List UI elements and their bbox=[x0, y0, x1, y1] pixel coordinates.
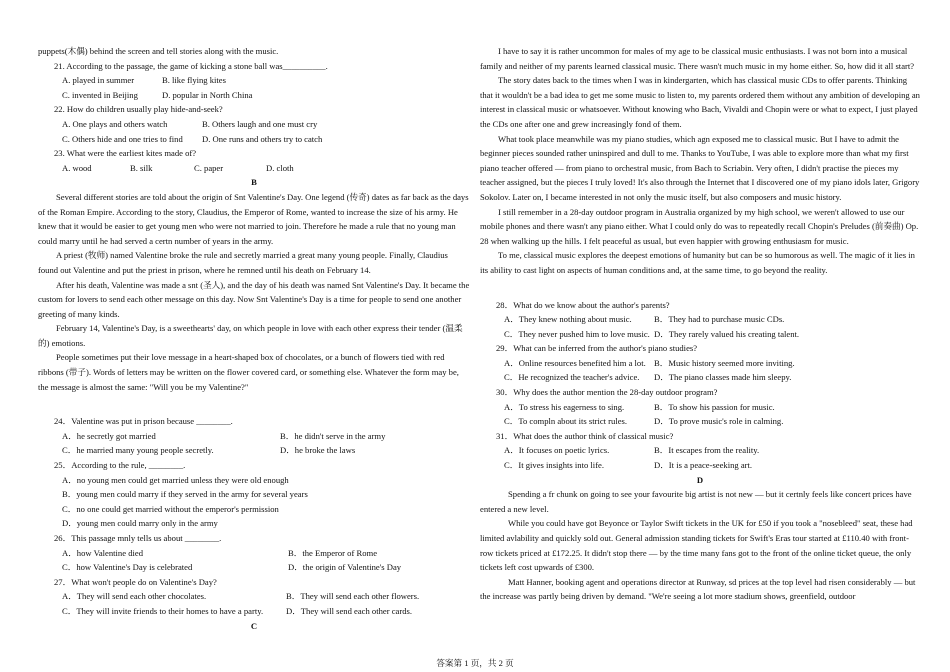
right-column bbox=[480, 44, 920, 604]
q30-option-d: D．To prove music's role in calming. bbox=[654, 416, 784, 427]
question-31: 31．What does the author think of classical music? bbox=[496, 430, 674, 441]
q27-option-c: C．They will invite friends to their homes to have a party. bbox=[62, 605, 264, 616]
q21-option-c: C. invented in Beijing bbox=[62, 89, 138, 100]
q31-option-c: C．It gives insights into life. bbox=[504, 460, 605, 471]
q21-option-d: D. popular in North China bbox=[162, 89, 253, 100]
question-28: 28．What do we know about the author's parents? bbox=[496, 299, 670, 310]
q26-option-d: D．the origin of Valentine's Day bbox=[288, 562, 402, 573]
q30-option-c: C．To compln about its strict rules. bbox=[504, 416, 628, 427]
q27-option-b: B．They will send each other flowers. bbox=[286, 591, 420, 602]
question-24: 24．Valentine was put in prison because ________. bbox=[54, 416, 233, 427]
q26-option-c: C．how Valentine's Day is celebrated bbox=[62, 562, 193, 573]
question-23: 23. What were the earliest kites made of? bbox=[54, 148, 197, 159]
q24-options bbox=[38, 429, 470, 458]
passage-c-paragraph-5: To me, classical music explores the deepest emotions of humanity but can be so humorous as well. The magic of it lies in its ability to cast light on aspects of human conditions and, at the same time, to go beyond the reality. bbox=[480, 250, 915, 275]
passage-c-paragraph-1: I have to say it is rather uncommon for males of my age to be classical music enthusiasts. I was not born into a musical family and neither of my parents learned classical music. There wasn't much music in my home either. So, how did it all start? bbox=[480, 46, 915, 71]
q29-option-b: B．Music history seemed more inviting. bbox=[654, 357, 795, 368]
q22-option-a: A. One plays and others watch bbox=[62, 118, 168, 129]
q30-option-b: B．To show his passion for music. bbox=[654, 401, 775, 412]
q27-options bbox=[38, 589, 470, 618]
q24-option-d: D．he broke the laws bbox=[280, 445, 356, 456]
q26-options bbox=[38, 546, 470, 575]
q27-option-d: D．They will send each other cards. bbox=[286, 605, 412, 616]
q25-option-d: D．young men could marry only in the army bbox=[62, 518, 218, 529]
q23-option-b: B. silk bbox=[130, 162, 153, 173]
q23-option-d: D. cloth bbox=[266, 162, 294, 173]
passage-c-paragraph-2: The story dates back to the times when I was in kindergarten, which has classical music CDs to offer parents. Thinking that it wouldn't be a bad idea to get me some music to listen to, my parents ordered them without any ambition of developing an interest in classical music or whatsoever. Without knowing who Bach, Vivaldi and Chopin were or what to expect, I just played the CDs one after one and grew increasingly fond of them. bbox=[480, 75, 920, 129]
q30-options bbox=[480, 400, 920, 429]
question-22: 22. How do children usually play hide-and-seek? bbox=[54, 104, 223, 115]
q26-option-a: A．how Valentine died bbox=[62, 547, 143, 558]
q28-option-a: A．They knew nothing about music. bbox=[504, 314, 632, 325]
q31-option-a: A．It focuses on poetic lyrics. bbox=[504, 445, 610, 456]
q26-option-b: B．the Emperor of Rome bbox=[288, 547, 378, 558]
q31-options bbox=[480, 443, 920, 472]
q28-option-b: B．They had to purchase music CDs. bbox=[654, 314, 785, 325]
q28-option-d: D．They rarely valued his creating talent. bbox=[654, 328, 800, 339]
passage-b-paragraph-1: Several different stories are told about the origin of Snt Valentine's Day. One legend (传奇) dates as far back as the days of the Roman Empire. According to the story, Claudius, the Emperor of Rome, wanted to increase the size of his army. He knew that it would be easier to get young men who were not married to join. Therefore he made a rule that no young man could marry until he had served a certn number of years in the army. bbox=[38, 191, 469, 246]
q21-option-b: B. like flying kites bbox=[162, 75, 226, 86]
question-26: 26．This passage mnly tells us about ________. bbox=[54, 533, 222, 543]
page-footer: 答案第 1 页，共 2 页 bbox=[436, 658, 514, 668]
q22-option-b: B. Others laugh and one must cry bbox=[202, 118, 318, 129]
question-30: 30．Why does the author mention the 28-day outdoor program? bbox=[496, 387, 718, 398]
q31-option-d: D．It is a peace-seeking art. bbox=[654, 460, 753, 471]
left-column bbox=[38, 44, 470, 633]
question-29: 29．What can be inferred from the author's piano studies? bbox=[496, 343, 698, 354]
passage-d-paragraph-1: Spending a fr chunk on going to see your favourite big artist is not new — but it certnly feels like concert prices have entered a new level. bbox=[480, 489, 912, 514]
q23-option-c: C. paper bbox=[194, 162, 224, 173]
q23-option-a: A. wood bbox=[62, 162, 92, 173]
section-d-heading: D bbox=[696, 474, 704, 485]
q31-option-b: B．It escapes from the reality. bbox=[654, 445, 760, 456]
q27-option-a: A．They will send each other chocolates. bbox=[62, 591, 207, 602]
q28-options bbox=[480, 312, 920, 341]
question-21: 21. According to the passage, the game of kicking a stone ball was__________. bbox=[54, 60, 328, 71]
passage-b-paragraph-2: A priest (牧师) named Valentine broke the rule and secretly married a great many young people. Finally, Claudius found out Valentine and put the priest in prison, where he remned until his death on February 14. bbox=[38, 250, 448, 275]
q22-options bbox=[38, 117, 470, 146]
q29-option-a: A．Online resources benefited him a lot. bbox=[504, 357, 646, 368]
q30-option-a: A．To stress his eagerness to sing. bbox=[504, 401, 625, 412]
q29-option-d: D．The piano classes made him sleepy. bbox=[654, 372, 792, 383]
question-27: 27．What won't people do on Valentine's Day? bbox=[54, 576, 217, 587]
q29-options bbox=[480, 356, 920, 385]
passage-c-paragraph-4: I still remember in a 28-day outdoor program in Australia organized by my high school, we weren't allowed to use our mobile phones and there wasn't any piano either. What I could only do was to repeatedly recall Chopin's Preludes (前奏曲) Op. 28 when walking up the hills. I felt peaceful as usual, but even happier with growing enthusiasm for music. bbox=[480, 206, 919, 246]
passage-b-paragraph-3: After his death, Valentine was made a snt (圣人), and the day of his death was named Snt Valentine's Day. It became the custom for lovers to send each other message on this day. Now Snt Valentine's Day is a time for people to send one another greeting of many kinds. bbox=[38, 279, 470, 319]
q29-option-c: C．He recognized the teacher's advice. bbox=[504, 372, 640, 383]
passage-b-paragraph-5: People sometimes put their love message in a heart-shaped box of chocolates, or a bunch of flowers tied with red ribbons (带子). Words of letters may be written on the flower covered card, or something else. Whatever the form may be, the message is almost the same: "Will you be my Valentine?" bbox=[38, 352, 459, 392]
intro-line: puppets(木偶) behind the screen and tell stories along with the music. bbox=[38, 46, 279, 56]
q25-option-a: A．no young men could get married unless they were old enough bbox=[62, 474, 289, 485]
passage-d-paragraph-3: Matt Hanner, booking agent and operations director at Runway, sd prices at the top level had risen considerably — but the increase was partly being driven by demand. "We're seeing a lot more stadium shows, greenfield, outdoor bbox=[480, 576, 916, 602]
q28-option-c: C．They never pushed him to love music. bbox=[504, 328, 650, 339]
q24-option-c: C．he married many young people secretly. bbox=[62, 445, 214, 456]
q25-option-b: B．young men could marry if they served in the army for several years bbox=[62, 489, 308, 500]
q22-option-d: D. One runs and others try to catch bbox=[202, 133, 323, 144]
section-c-heading: C bbox=[250, 620, 258, 631]
question-25: 25．According to the rule, ________. bbox=[54, 460, 186, 471]
q22-option-c: C. Others hide and one tries to find bbox=[62, 133, 183, 144]
q21-options bbox=[38, 73, 470, 102]
passage-c-paragraph-3: What took place meanwhile was my piano studies, which agn exposed me to classical music. But I have to admit the beginner pieces sounded rather uninspired and dull to me. Thanks to YouTube, I was able to explore more than what my first piano teacher offered — from piano to orchestral music, from Bach to Scriabin. Very often, I didn't practise the pieces my teacher assigned, but the pieces I truly loved! It's also through the Internet that I discovered one of my piano idols later, Grigory Sokolov. Later on, I became interested in not only the music itself, but also composers and music history. bbox=[480, 133, 920, 202]
q24-option-a: A．he secretly got married bbox=[62, 430, 156, 441]
q25-option-c: C．no one could get married without the emperor's permission bbox=[62, 503, 279, 514]
passage-b-paragraph-4: February 14, Valentine's Day, is a sweethearts' day, on which people in love with each other express their tender (温柔的) emotions. bbox=[38, 323, 463, 348]
section-b-heading: B bbox=[251, 177, 257, 188]
q23-options bbox=[38, 161, 470, 176]
q24-option-b: B．he didn't serve in the army bbox=[280, 430, 386, 441]
q21-option-a: A. played in summer bbox=[62, 75, 135, 86]
passage-d-paragraph-2: While you could have got Beyonce or Taylor Swift tickets in the UK for £50 if you took a "nosebleed" seat, these had limited avlability and quickly sold out. General admission standing tickets for Swift's Eras tour started at £110.40 with front-row tickets priced at £172.25. It didn't stop there — by the time many fans got to the front of the online ticket queue, the only tickets left cost upwards of £300. bbox=[480, 518, 913, 573]
